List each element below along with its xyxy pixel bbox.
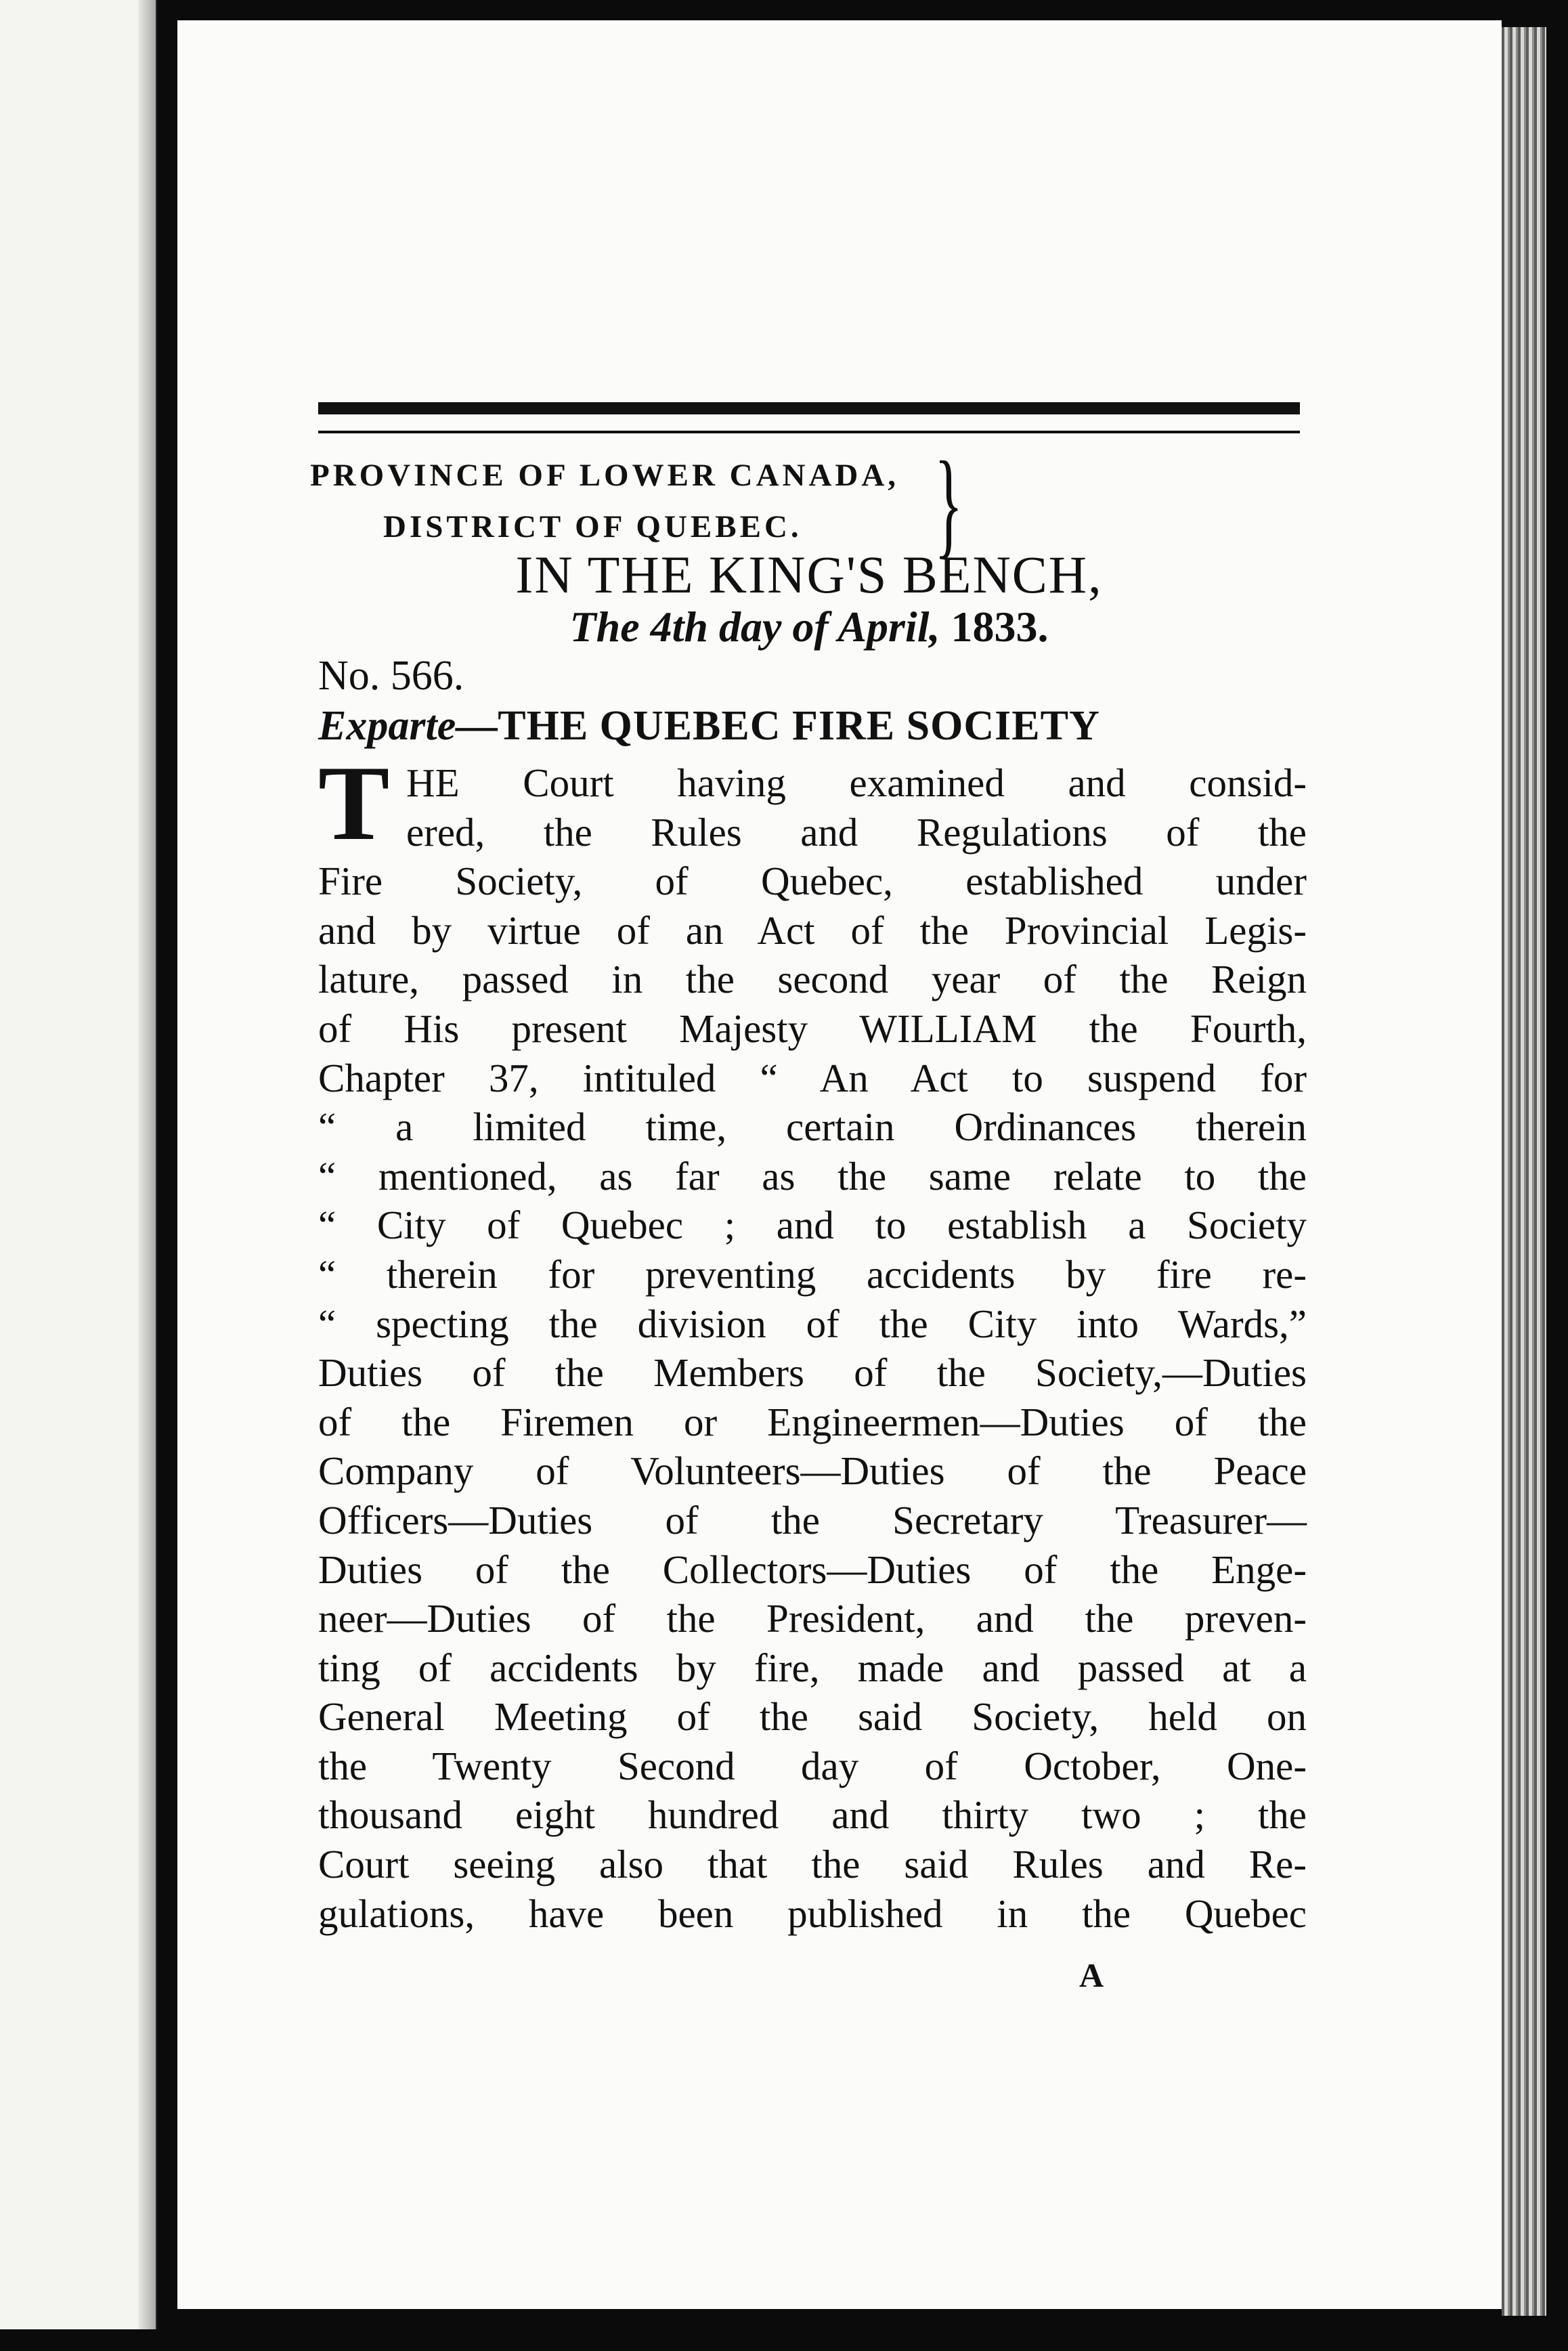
- district-line: DISTRICT OF QUEBEC.: [383, 509, 802, 544]
- case-title: [318, 699, 1307, 753]
- date-year: 1833.: [951, 603, 1049, 651]
- header-rule-thick: [318, 402, 1300, 414]
- body-line: ered, the Rules and Regulations of the: [406, 809, 1307, 855]
- body-line: Company of Volunteers—Duties of the Peace: [318, 1448, 1307, 1494]
- body-line: and by virtue of an Act of the Provincial Legis-: [318, 907, 1307, 953]
- case-title-main: THE QUEBEC FIRE SOCIETY: [498, 703, 1100, 749]
- body-line: ting of accidents by fire, made and passed at a: [318, 1645, 1307, 1690]
- drop-cap: T: [318, 744, 390, 863]
- jurisdiction-caption: [310, 450, 960, 553]
- province-line: PROVINCE OF LOWER CANADA,: [310, 458, 900, 493]
- body-line: of the Firemen or Engineermen—Duties of the: [318, 1399, 1307, 1444]
- body-line: “ therein for preventing accidents by fire re-: [318, 1251, 1307, 1297]
- brace-icon: }: [934, 437, 963, 569]
- case-title-prefix: Exparte—: [318, 703, 498, 749]
- body-line: Duties of the Members of the Society,—Duties: [318, 1350, 1307, 1396]
- body-line: Chapter 37, intituled “ An Act to suspend for: [318, 1055, 1307, 1100]
- body-line: of His present Majesty WILLIAM the Fourth,: [318, 1006, 1307, 1051]
- case-number: No. 566.: [318, 653, 464, 699]
- body-line: “ City of Quebec ; and to establish a Society: [318, 1203, 1307, 1248]
- body-line: “ mentioned, as far as the same relate to the: [318, 1153, 1307, 1199]
- page-edge: [1502, 27, 1546, 2316]
- body-text: [318, 744, 1307, 1938]
- header-rule-thin: [318, 431, 1300, 433]
- date-line: [318, 600, 1300, 654]
- body-line: HE Court having examined and consid-: [406, 760, 1307, 805]
- body-line: the Twenty Second day of October, One-: [318, 1743, 1307, 1788]
- body-line: “ specting the division of the City into Wards,”: [318, 1301, 1307, 1346]
- court-heading: IN THE KING'S BENCH,: [515, 545, 1103, 604]
- body-line: Court seeing also that the said Rules and Re-: [318, 1842, 1307, 1887]
- body-line: neer—Duties of the President, and the preven-: [318, 1596, 1307, 1641]
- date-text: The 4th day of April,: [569, 603, 940, 651]
- body-line: Fire Society, of Quebec, established under: [318, 859, 1307, 904]
- body-line: Duties of the Collectors—Duties of the Enge-: [318, 1547, 1307, 1592]
- book-gutter: [138, 0, 156, 2329]
- body-line: lature, passed in the second year of the Reign: [318, 957, 1307, 1002]
- body-line: gulations, have been published in the Quebec: [318, 1891, 1307, 1936]
- facing-page: [0, 0, 157, 2329]
- body-line: Officers—Duties of the Secretary Treasurer—: [318, 1497, 1307, 1543]
- body-line: General Meeting of the said Society, held on: [318, 1694, 1307, 1740]
- body-line: “ a limited time, certain Ordinances therein: [318, 1104, 1307, 1150]
- signature-mark: A: [1079, 1956, 1104, 1994]
- body-line: thousand eight hundred and thirty two ; the: [318, 1792, 1307, 1838]
